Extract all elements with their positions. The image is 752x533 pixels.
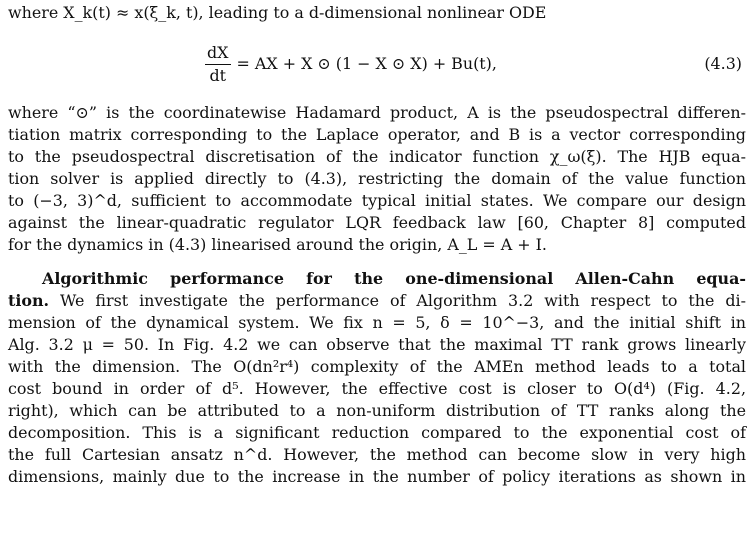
section-heading-end: tion. (8, 291, 50, 310)
para1-line: tiation matrix corresponding to the Laplace operator, and B is a vector corresponding (8, 125, 746, 144)
fraction-numerator: dX (205, 42, 231, 65)
para2-first-text: We first investigate the performance of Algorithm 3.2 with respect to the di- (49, 291, 746, 310)
para1-line: to (−3, 3)^d, sufficient to accommodate typical initial states. We compare our design (8, 191, 746, 210)
para2-line: cost bound in order of d⁵. However, the effective cost is closer to O(d⁴) (Fig. 4.2, (8, 379, 746, 398)
para2-line: the full Cartesian ansatz n^d. However, the method can become slow in very high (8, 445, 746, 464)
equation-4-3 (8, 35, 746, 93)
equation-body (205, 35, 497, 93)
derivative-fraction (205, 42, 231, 87)
para2-line: with the dimension. The O(dn²r⁴) complexity of the AMEn method leads to a total (8, 357, 746, 376)
para1-line: against the linear-quadratic regulator LQR feedback law [60, Chapter 8] computed (8, 213, 746, 232)
para2-line: Alg. 3.2 μ = 50. In Fig. 4.2 we can observe that the maximal TT rank grows linearly (8, 335, 746, 354)
para2-line: mension of the dynamical system. We fix n = 5, δ = 10^−3, and the initial shift in (8, 313, 746, 332)
para2-line: right), which can be attributed to a non-uniform distribution of TT ranks along the (8, 401, 746, 420)
equation-rhs: = AX + X ⊙ (1 − X ⊙ X) + Bu(t), (236, 54, 497, 73)
para1-line: for the dynamics in (4.3) linearised around the origin, A_L = A + I. (8, 235, 547, 254)
fraction-denominator: dt (209, 65, 227, 85)
para1-line: where “⊙” is the coordinatewise Hadamard product, A is the pseudospectral differen- (8, 103, 746, 122)
para2-line: dimensions, mainly due to the increase in the number of policy iterations as shown in (8, 467, 746, 486)
para1-line: to the pseudospectral discretisation of the indicator function χ_ω(ξ). The HJB equa- (8, 147, 746, 166)
para2-line (8, 290, 746, 312)
section-heading: Algorithmic performance for the one-dimensional Allen-Cahn equa- (42, 269, 746, 288)
para1-line: tion solver is applied directly to (4.3), restricting the domain of the value function (8, 169, 746, 188)
equation-tag: (4.3) (704, 54, 742, 73)
section-heading-line (8, 268, 746, 290)
para2-line: decomposition. This is a significant reduction compared to the exponential cost of (8, 423, 746, 442)
paper-page (8, 0, 746, 488)
intro-line: where X_k(t) ≈ x(ξ_k, t), leading to a d-dimensional nonlinear ODE (8, 3, 547, 22)
